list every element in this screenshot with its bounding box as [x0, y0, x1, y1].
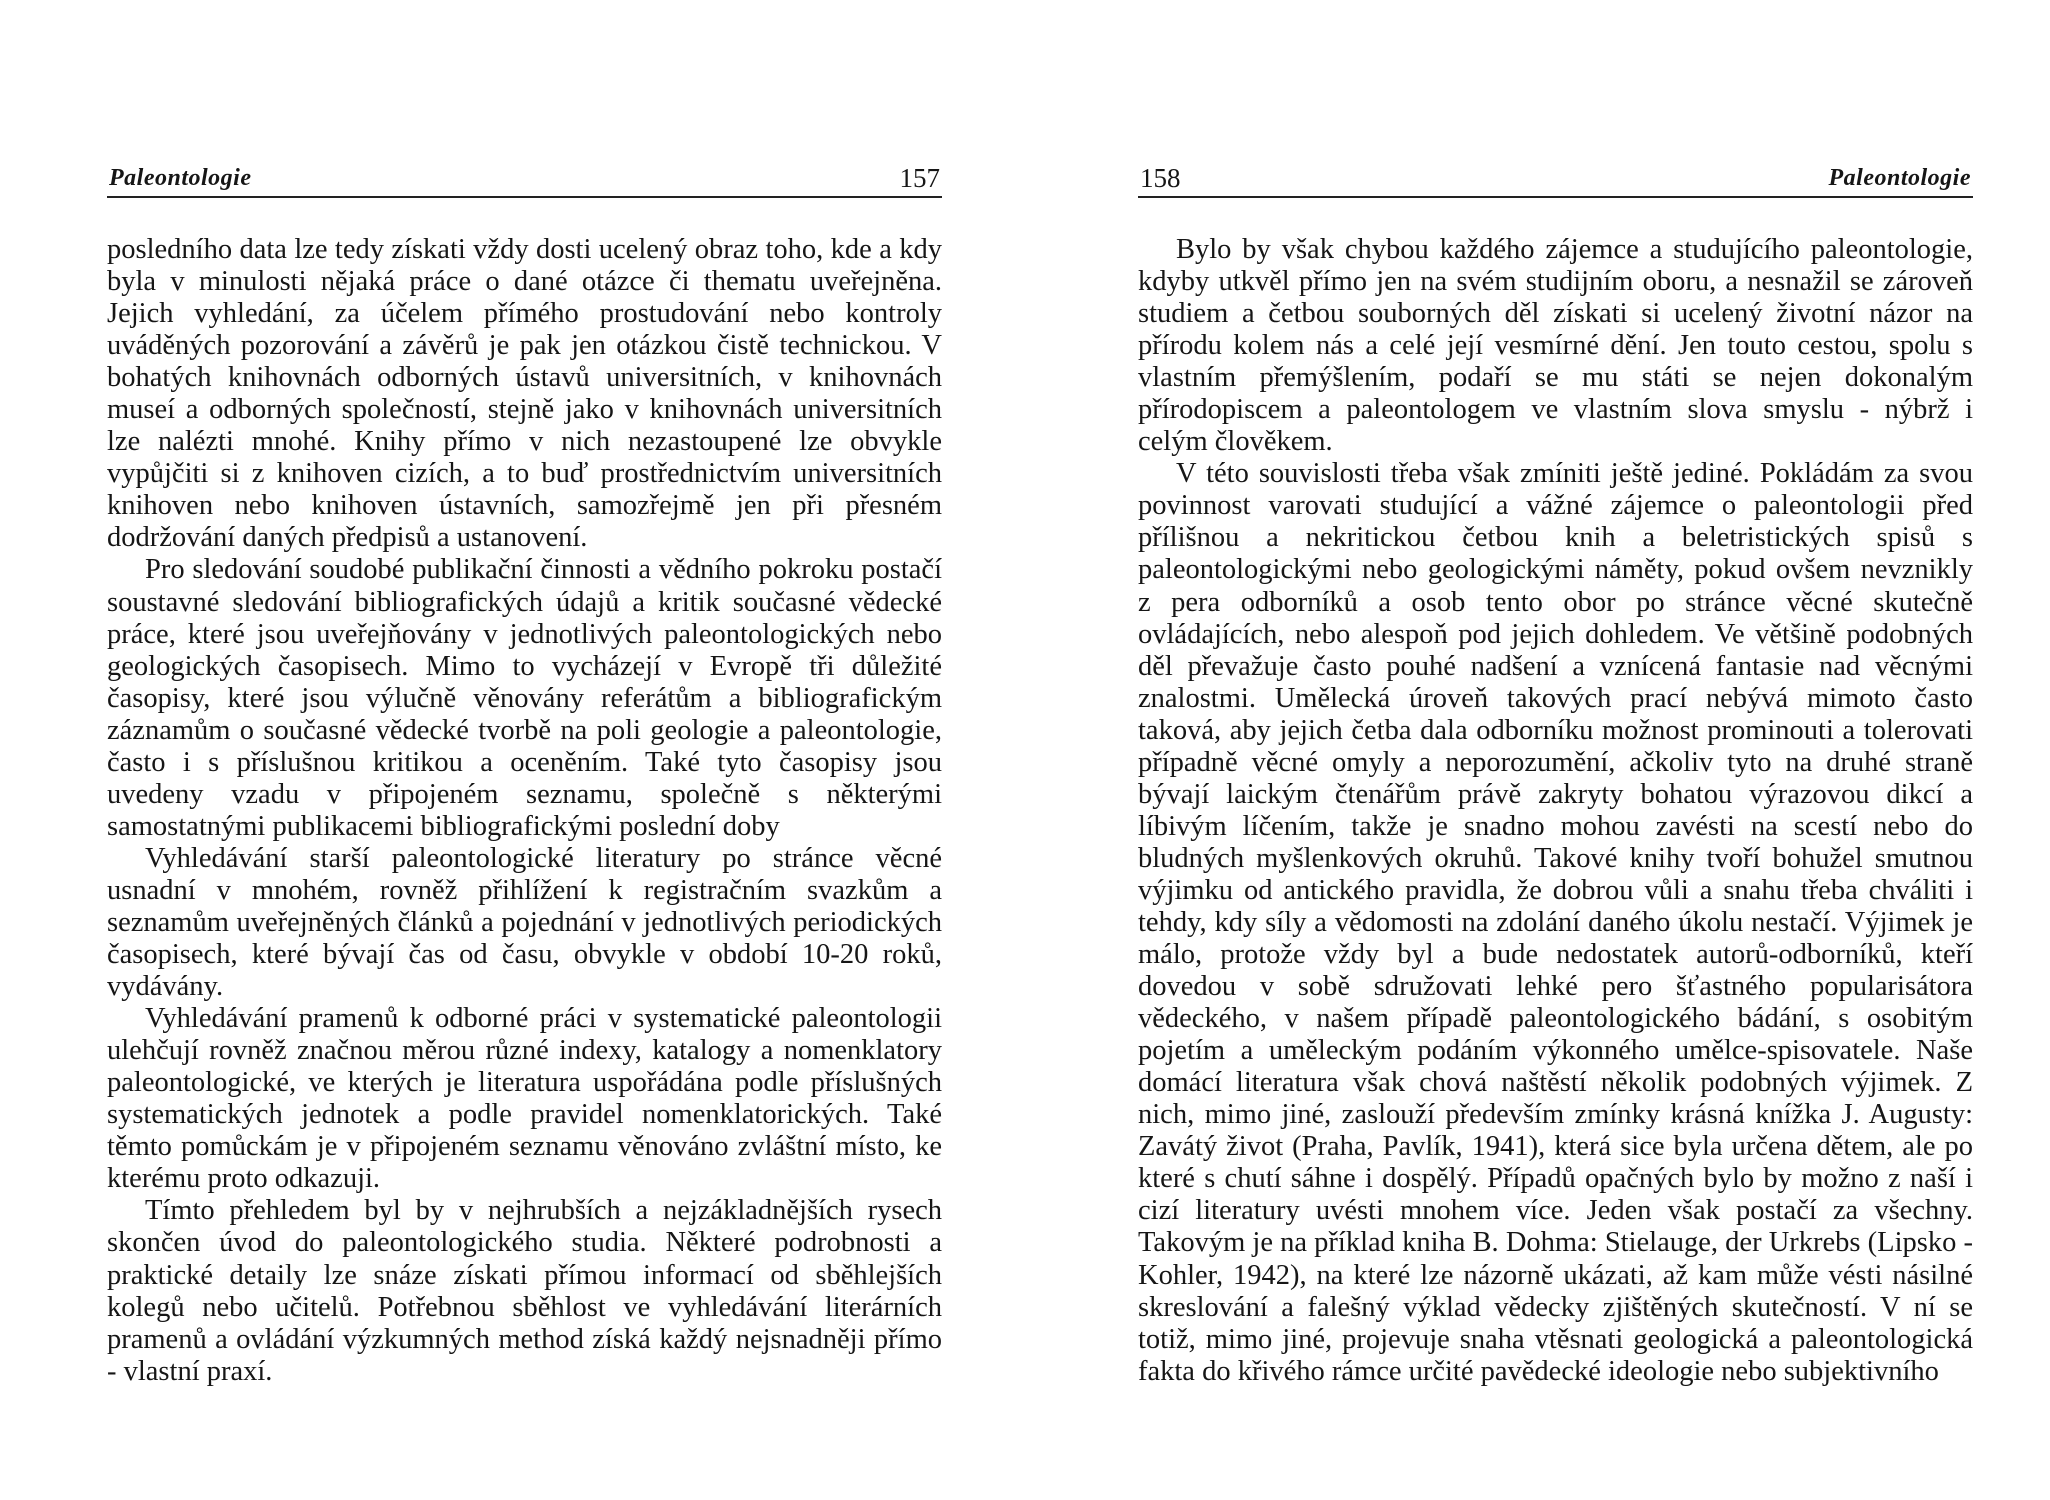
paragraph: Vyhledávání starší paleontologické literatury po stránce věcné usnadní v mnohém, rovněž přihlížení k registračním svazkům a seznamům uveřejněných článků a pojednání v jednotlivých periodických časopisech, které bývají čas od času, obvykle v období 10-20 roků, vydávány.	[107, 842, 942, 1003]
paragraph: posledního data lze tedy získati vždy dosti ucelený obraz toho, kde a kdy byla v minulosti nějaká práce o dané otázce či thematu uveřejněna. Jejich vyhledání, za účelem přímého prostudování nebo kontroly uváděných pozorování a závěrů je pak jen otázkou čistě technickou. V bohatých knihovnách odborných ústavů universitních, v knihovnách museí a odborných společností, stejně jako v knihovnách universitních lze nalézti mnohé. Knihy přímo v nich nezastoupené lze obvykle vypůjčiti si z knihoven cizích, a to buď prostřednictvím universitních knihoven nebo knihoven ústavních, samozřejmě jen při přesném dodržování daných předpisů a ustanovení.	[107, 234, 942, 554]
paragraph: Bylo by však chybou každého zájemce a studujícího paleontologie, kdyby utkvěl přímo jen na svém studijním oboru, a nesnažil se zároveň studiem a četbou souborných děl získati si ucelený životní názor na přírodu kolem nás a celé její vesmírné dění. Jen touto cestou, spolu s vlastním přemýšlením, podaří se mu státi se nejen dokonalým přírodopiscem a paleontologem ve vlastním slova smyslu - nýbrž i celým člověkem.	[1138, 234, 1973, 458]
paragraph: Tímto přehledem byl by v nejhrubších a nejzákladnějších rysech skončen úvod do paleontologického studia. Některé podrobnosti a praktické detaily lze snáze získati přímou informací od sběhlejších kolegů nebo učitelů. Potřebnou sběhlost ve vyhledávání literárních pramenů a ovládání výzkumných method získá každý nejsnadněji přímo - vlastní praxí.	[107, 1195, 942, 1387]
body-text-left	[107, 234, 942, 1388]
right-page	[1138, 160, 1973, 1388]
paragraph: V této souvislosti třeba však zmíniti ještě jediné. Pokládám za svou povinnost varovati studující a vážné zájemce o paleontologii před přílišnou a nekritickou četbou knih a beletristických spisů s paleontologickými nebo geologickými náměty, pokud ovšem nevznikly z pera odborníků a osob tento obor po stránce věcné skutečně ovládajících, nebo alespoň pod jejich dohledem. Ve většině podobných děl převažuje často pouhé nadšení a vznícená fantasie nad věcnými znalostmi. Umělecká úroveň takových prací nebývá mimoto často taková, aby jejich četba dala odborníku možnost prominouti a tolerovati případně věcné omyly a neporozumění, ačkoliv tyto na druhé straně bývají laickým čtenářům právě zakryty bohatou výrazovou dikcí a líbivým líčením, takže je snadno mohou zavésti na scestí nebo do bludných myšlenkových okruhů. Takové knihy tvoří bohužel smutnou výjimku od antického pravidla, že dobrou vůli a snahu třeba chváliti i tehdy, kdy síly a vědomosti na zdolání daného úkolu nestačí. Výjimek je málo, protože vždy byl a bude nedostatek autorů-odborníků, kteří dovedou v sobě sdružovati lehké pero šťastného popularisátora vědeckého, v našem případě paleontologického bádání, s osobitým pojetím a uměleckým podáním výkonného umělce-spisovatele. Naše domácí literatura však chová naštěstí několik podobných výjimek. Z nich, mimo jiné, zaslouží především zmínky krásná knížka J. Augusty: Zavátý život (Praha, Pavlík, 1941), která sice byla určena dětem, ale po které s chutí sáhne i dospělý. Případů opačných bylo by možno z naší i cizí literatury uvésti mnohem více. Jeden však postačí za všechny. Takovým je na příklad kniha B. Dohma: Stielauge, der Urkrebs (Lipsko - Kohler, 1942), na které lze názorně ukázati, až kam může vésti násilné skreslování a falešný výklad vědecky zjištěných skutečností. V ní se totiž, mimo jiné, projevuje snaha vtěsnati geologická a paleontologická fakta do křivého rámce určité pavědecké ideologie nebo subjektivního	[1138, 458, 1973, 1387]
page-number-right: 158	[1140, 163, 1181, 193]
running-title-right: Paleontologie	[1828, 165, 1971, 191]
running-head-right	[1138, 160, 1973, 198]
paragraph: Vyhledávání pramenů k odborné práci v systematické paleontologii ulehčují rovněž značnou měrou různé indexy, katalogy a nomenklatory paleontologické, ve kterých je literatura uspořádána podle příslušných systematických jednotek a podle pravidel nomenklatorických. Také těmto pomůckám je v připojeném seznamu věnováno zvláštní místo, ke kterému proto odkazuji.	[107, 1003, 942, 1195]
body-text-right	[1138, 234, 1973, 1388]
paragraph: Pro sledování soudobé publikační činnosti a vědního pokroku postačí soustavné sledování bibliografických údajů a kritik současné vědecké práce, které jsou uveřejňovány v jednotlivých paleontologických nebo geologických časopisech. Mimo to vycházejí v Evropě tři důležité časopisy, které jsou výlučně věnovány referátům a bibliografickým záznamům o současné vědecké tvorbě na poli geologie a paleontologie, často i s příslušnou kritikou a oceněním. Také tyto časopisy jsou uvedeny vzadu v připojeném seznamu, společně s některými samostatnými publikacemi bibliografickými poslední doby	[107, 554, 942, 842]
running-title-left: Paleontologie	[109, 165, 252, 191]
page-number-left: 157	[899, 163, 940, 193]
running-head-left	[107, 160, 942, 198]
left-page	[107, 160, 942, 1388]
